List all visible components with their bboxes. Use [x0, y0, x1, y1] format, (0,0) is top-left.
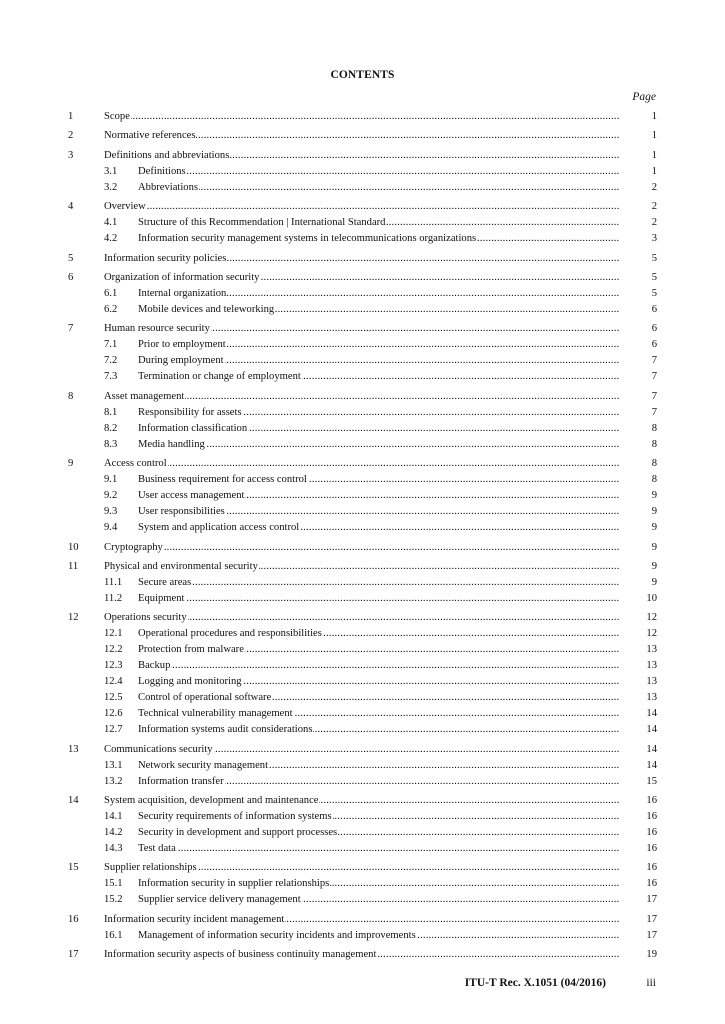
toc-entry-number: 10 — [68, 541, 79, 553]
toc-entry-leader — [104, 270, 620, 286]
toc-entry-page: 13 — [646, 676, 657, 688]
toc-entry-leader — [138, 286, 620, 302]
toc-entry-title: Media handling — [138, 438, 205, 450]
page-title: CONTENTS — [330, 69, 395, 81]
toc-entry-number: 4.2 — [104, 233, 118, 245]
toc-entry-page: 10 — [646, 592, 657, 604]
toc-entry-page: 16 — [646, 811, 657, 823]
toc-entry-leader — [138, 488, 620, 504]
toc-entry-leader — [138, 472, 620, 488]
toc-entry-title: System acquisition, development and maintenance — [104, 795, 319, 807]
toc-entry-leader — [138, 164, 620, 180]
toc-entry-leader — [138, 809, 620, 825]
toc-entry-title: Internal organization — [138, 287, 227, 299]
toc-entry-page: 9 — [651, 576, 657, 588]
toc-entry-number: 13.2 — [104, 775, 123, 787]
toc-entry-title: Operations security — [104, 612, 187, 624]
toc-entry-title: Test data — [138, 843, 176, 855]
toc-entry-page: 13 — [646, 692, 657, 704]
toc-entry-title: System and application access control — [138, 522, 300, 534]
toc-entry-leader — [138, 302, 620, 318]
toc-entry-title: Responsibility for assets — [138, 406, 242, 418]
toc-entry-page: 8 — [651, 438, 657, 450]
toc-entry-number: 16.1 — [104, 929, 123, 941]
toc-subentry[interactable] — [68, 472, 657, 488]
toc-entry-leader — [138, 690, 620, 706]
toc-entry-page: 9 — [651, 560, 657, 572]
toc-subentry[interactable] — [68, 626, 657, 642]
toc-entry-leader — [104, 610, 620, 626]
toc-entry[interactable] — [68, 270, 657, 286]
toc-entry-number: 15.1 — [104, 878, 123, 890]
toc-entry-leader — [138, 421, 620, 437]
toc-entry-number: 9.1 — [104, 474, 118, 486]
toc-entry[interactable] — [68, 742, 657, 758]
toc-entry[interactable] — [68, 251, 657, 267]
toc-entry-page: 16 — [646, 862, 657, 874]
toc-entry-title: Abbreviations — [138, 181, 199, 193]
toc-entry-page: 12 — [646, 628, 657, 640]
toc-subentry[interactable] — [68, 180, 657, 196]
toc-subentry[interactable] — [68, 774, 657, 790]
toc-subentry[interactable] — [68, 674, 657, 690]
toc-entry-number: 1 — [68, 111, 74, 122]
toc-entry-number: 12.5 — [104, 692, 123, 704]
toc-subentry[interactable] — [68, 369, 657, 385]
toc-entry-title: Physical and environmental security — [104, 560, 258, 572]
toc-entry-title: Information security management systems in telecommunications organizations — [138, 233, 477, 245]
toc-entry-title: Information security in supplier relationships — [138, 878, 330, 890]
toc-entry-page: 1 — [651, 111, 657, 122]
toc-subentry[interactable] — [68, 591, 657, 607]
toc-entry[interactable] — [68, 389, 657, 405]
toc-entry-page: 8 — [651, 458, 657, 470]
toc-entry-number: 7 — [68, 323, 74, 335]
toc-entry-title: Secure areas — [138, 576, 192, 588]
toc-entry-number: 17 — [68, 949, 79, 961]
toc-subentry[interactable] — [68, 437, 657, 453]
toc-entry-title: Normative references — [104, 130, 196, 142]
toc-subentry[interactable] — [68, 504, 657, 520]
toc-subentry[interactable] — [68, 231, 657, 247]
toc-entry-number: 7.2 — [104, 355, 118, 367]
toc-entry-page: 1 — [651, 165, 657, 177]
toc-entry-leader — [104, 540, 620, 556]
toc-entry-number: 3 — [68, 149, 74, 161]
toc-entry-title: Control of operational software — [138, 692, 272, 704]
toc-entry-title: Business requirement for access control — [138, 474, 307, 486]
toc-entry-number: 14.1 — [104, 811, 123, 823]
toc-entry-title: Logging and monitoring — [138, 676, 242, 688]
toc-entry-title: Security in development and support processes — [138, 827, 338, 839]
toc-entry-leader — [104, 251, 620, 267]
toc-entry-number: 15 — [68, 862, 79, 874]
toc-entry-number: 9 — [68, 458, 74, 470]
toc-entry-number: 12.1 — [104, 628, 123, 640]
toc-entry-leader — [138, 405, 620, 421]
toc-entry-title: Asset management — [104, 390, 185, 402]
toc-entry[interactable] — [68, 860, 657, 876]
toc-entry-page: 5 — [651, 271, 657, 283]
toc-entry-leader — [138, 642, 620, 658]
toc-entry-page: 14 — [646, 724, 657, 736]
toc-entry-title: Access control — [104, 458, 167, 470]
toc-entry-number: 3.1 — [104, 165, 118, 177]
toc-entry-title: Definitions — [138, 165, 186, 177]
toc-entry-page: 12 — [646, 612, 657, 624]
toc-entry-leader — [138, 841, 620, 857]
toc-entry[interactable] — [68, 456, 657, 472]
toc-entry[interactable] — [68, 321, 657, 337]
toc-entry-title: Protection from malware — [138, 644, 244, 656]
toc-entry-page: 15 — [646, 775, 657, 787]
toc-subentry[interactable] — [68, 405, 657, 421]
toc-entry-number: 14.3 — [104, 843, 123, 855]
toc-subentry[interactable] — [68, 876, 657, 892]
table-of-contents — [68, 109, 657, 963]
toc-entry-title: Scope — [104, 111, 130, 122]
toc-entry-page: 17 — [646, 894, 657, 906]
toc-entry-title: User access management — [138, 490, 245, 502]
toc-subentry[interactable] — [68, 286, 657, 302]
toc-entry-leader — [138, 774, 620, 790]
toc-entry[interactable] — [68, 559, 657, 575]
toc-entry-leader — [138, 353, 620, 369]
toc-entry-number: 2 — [68, 130, 74, 142]
toc-entry-number: 12.6 — [104, 708, 123, 720]
toc-entry-title: Cryptography — [104, 541, 163, 553]
toc-subentry[interactable] — [68, 575, 657, 591]
toc-entry-page: 5 — [651, 287, 657, 299]
toc-entry-number: 12.7 — [104, 724, 123, 736]
toc-subentry[interactable] — [68, 722, 657, 738]
toc-entry-number: 12.4 — [104, 676, 123, 688]
toc-entry-page: 1 — [651, 149, 657, 161]
toc-entry-leader — [104, 742, 620, 758]
toc-entry-leader — [104, 199, 620, 215]
toc-entry-page: 16 — [646, 795, 657, 807]
toc-subentry[interactable] — [68, 488, 657, 504]
toc-entry-page: 6 — [651, 339, 657, 351]
toc-entry-leader — [138, 215, 620, 231]
toc-entry[interactable] — [68, 610, 657, 626]
toc-entry-page: 7 — [651, 390, 657, 402]
toc-entry-title: Information security aspects of business continuity management — [104, 949, 377, 961]
toc-entry-title: Termination or change of employment — [138, 371, 301, 383]
toc-entry-number: 11.1 — [104, 576, 123, 588]
toc-entry-number: 3.2 — [104, 181, 118, 193]
toc-entry-page: 8 — [651, 422, 657, 434]
toc-entry-title: Structure of this Recommendation | International Standard — [138, 217, 386, 229]
toc-entry-leader — [104, 456, 620, 472]
toc-entry-leader — [138, 892, 620, 908]
toc-subentry[interactable] — [68, 164, 657, 180]
toc-entry-title: Backup — [138, 660, 171, 672]
toc-entry-title: Organization of information security — [104, 271, 260, 283]
toc-entry-leader — [138, 591, 620, 607]
footer-recommendation: ITU-T Rec. X.1051 (04/2016) — [464, 977, 606, 989]
toc-entry[interactable] — [68, 947, 657, 963]
toc-entry[interactable] — [68, 148, 657, 164]
toc-entry-title: Supplier service delivery management — [138, 894, 301, 906]
toc-entry-leader — [138, 928, 620, 944]
toc-subentry[interactable] — [68, 758, 657, 774]
toc-subentry[interactable] — [68, 690, 657, 706]
toc-entry-title: Information security incident management — [104, 913, 285, 925]
toc-entry-title: Network security management — [138, 759, 269, 771]
toc-subentry[interactable] — [68, 928, 657, 944]
toc-entry-page: 5 — [651, 252, 657, 264]
toc-entry-number: 8.2 — [104, 422, 118, 434]
toc-entry-leader — [138, 520, 620, 536]
toc-entry-leader — [138, 706, 620, 722]
toc-entry-page: 13 — [646, 644, 657, 656]
toc-entry-page: 7 — [651, 355, 657, 367]
toc-subentry[interactable] — [68, 706, 657, 722]
toc-entry-leader — [104, 148, 620, 164]
toc-entry-leader — [138, 337, 620, 353]
toc-entry-page: 8 — [651, 474, 657, 486]
toc-entry-number: 9.3 — [104, 506, 118, 518]
toc-entry-leader — [138, 758, 620, 774]
toc-entry-leader — [138, 825, 620, 841]
toc-entry-leader — [104, 389, 620, 405]
toc-entry[interactable] — [68, 199, 657, 215]
toc-entry-leader — [104, 559, 620, 575]
page-footer — [0, 977, 725, 993]
toc-entry-title: Information transfer — [138, 775, 224, 787]
toc-entry-page: 3 — [651, 233, 657, 245]
toc-entry-number: 12.3 — [104, 660, 123, 672]
toc-subentry[interactable] — [68, 337, 657, 353]
toc-entry-leader — [104, 793, 620, 809]
toc-entry-number: 8 — [68, 390, 74, 402]
toc-entry-number: 14 — [68, 795, 79, 807]
toc-entry-number: 6.1 — [104, 287, 118, 299]
toc-subentry[interactable] — [68, 520, 657, 536]
toc-entry-number: 6 — [68, 271, 74, 283]
toc-entry-title: Communications security — [104, 743, 213, 755]
toc-entry-page: 1 — [651, 130, 657, 142]
toc-entry-number: 12.2 — [104, 644, 123, 656]
toc-subentry[interactable] — [68, 353, 657, 369]
toc-entry-page: 9 — [651, 506, 657, 518]
toc-entry-leader — [138, 504, 620, 520]
toc-entry-number: 7.1 — [104, 339, 118, 351]
toc-entry-page: 7 — [651, 406, 657, 418]
toc-entry[interactable] — [68, 912, 657, 928]
toc-entry-page: 14 — [646, 708, 657, 720]
footer-page-number: iii — [646, 977, 656, 989]
toc-entry-number: 5 — [68, 252, 74, 264]
toc-entry-title: Operational procedures and responsibilities — [138, 628, 322, 640]
toc-entry[interactable] — [68, 128, 657, 144]
toc-entry-title: Mobile devices and teleworking — [138, 303, 275, 315]
toc-entry-leader — [104, 321, 620, 337]
toc-entry[interactable] — [68, 793, 657, 809]
toc-entry-page: 17 — [646, 913, 657, 925]
toc-entry-number: 12 — [68, 612, 79, 624]
toc-entry-number: 8.1 — [104, 406, 118, 418]
toc-entry-page: 2 — [651, 201, 657, 213]
toc-entry-title: User responsibilities — [138, 506, 225, 518]
toc-entry[interactable] — [68, 109, 657, 125]
toc-entry-page: 16 — [646, 827, 657, 839]
toc-entry-page: 2 — [651, 181, 657, 193]
toc-entry-leader — [138, 658, 620, 674]
toc-subentry[interactable] — [68, 825, 657, 841]
toc-entry-title: Information classification — [138, 422, 248, 434]
toc-entry-leader — [138, 626, 620, 642]
toc-entry-title: Supplier relationships — [104, 862, 197, 874]
toc-entry-page: 19 — [646, 949, 657, 961]
toc-entry-number: 11.2 — [104, 592, 123, 604]
toc-entry-number: 9.2 — [104, 490, 118, 502]
toc-entry-leader — [138, 575, 620, 591]
toc-subentry[interactable] — [68, 421, 657, 437]
toc-entry-leader — [104, 128, 620, 144]
toc-entry-page: 9 — [651, 541, 657, 553]
toc-entry-page: 6 — [651, 303, 657, 315]
toc-entry-title: Information systems audit considerations — [138, 724, 313, 736]
toc-entry-leader — [138, 180, 620, 196]
toc-entry-leader — [138, 674, 620, 690]
toc-entry-page: 2 — [651, 217, 657, 229]
toc-entry-title: During employment — [138, 355, 224, 367]
toc-entry-page: 17 — [646, 929, 657, 941]
toc-entry-leader — [138, 437, 620, 453]
toc-entry-page: 9 — [651, 522, 657, 534]
toc-entry-page: 9 — [651, 490, 657, 502]
toc-entry-title: Prior to employment — [138, 339, 226, 351]
toc-entry-title: Security requirements of information systems — [138, 811, 332, 823]
toc-entry-page: 7 — [651, 371, 657, 383]
toc-entry-title: Technical vulnerability management — [138, 708, 293, 720]
toc-entry-number: 9.4 — [104, 522, 118, 534]
toc-entry-leader — [104, 947, 620, 963]
toc-entry-title: Overview — [104, 201, 146, 213]
toc-subentry[interactable] — [68, 809, 657, 825]
toc-subentry[interactable] — [68, 302, 657, 318]
toc-entry-leader — [138, 876, 620, 892]
toc-subentry[interactable] — [68, 642, 657, 658]
toc-entry-leader — [104, 109, 620, 125]
toc-entry-number: 13 — [68, 743, 79, 755]
toc-entry-number: 6.2 — [104, 303, 118, 315]
toc-subentry[interactable] — [68, 658, 657, 674]
toc-entry-page: 16 — [646, 878, 657, 890]
toc-entry-number: 4 — [68, 201, 74, 213]
toc-entry-page: 13 — [646, 660, 657, 672]
toc-subentry[interactable] — [68, 841, 657, 857]
toc-entry-number: 4.1 — [104, 217, 118, 229]
toc-subentry[interactable] — [68, 215, 657, 231]
toc-entry-title: Management of information security incidents and improvements — [138, 929, 416, 941]
toc-entry-number: 8.3 — [104, 438, 118, 450]
toc-entry-number: 16 — [68, 913, 79, 925]
toc-entry-leader — [138, 231, 620, 247]
toc-entry-page: 14 — [646, 759, 657, 771]
toc-entry-leader — [104, 860, 620, 876]
toc-entry[interactable] — [68, 540, 657, 556]
toc-entry-title: Definitions and abbreviations — [104, 149, 230, 161]
toc-entry-leader — [138, 722, 620, 738]
toc-entry-number: 13.1 — [104, 759, 123, 771]
toc-subentry[interactable] — [68, 892, 657, 908]
toc-entry-leader — [138, 369, 620, 385]
toc-entry-number: 15.2 — [104, 894, 123, 906]
toc-entry-title: Information security policies — [104, 252, 227, 264]
page-column-label: Page — [632, 91, 656, 103]
toc-entry-number: 7.3 — [104, 371, 118, 383]
toc-entry-page: 14 — [646, 743, 657, 755]
toc-entry-title: Equipment — [138, 592, 185, 604]
toc-entry-title: Human resource security — [104, 323, 210, 335]
toc-entry-leader — [104, 912, 620, 928]
toc-entry-page: 16 — [646, 843, 657, 855]
toc-entry-number: 14.2 — [104, 827, 123, 839]
toc-entry-number: 11 — [68, 560, 79, 572]
toc-entry-page: 6 — [651, 323, 657, 335]
